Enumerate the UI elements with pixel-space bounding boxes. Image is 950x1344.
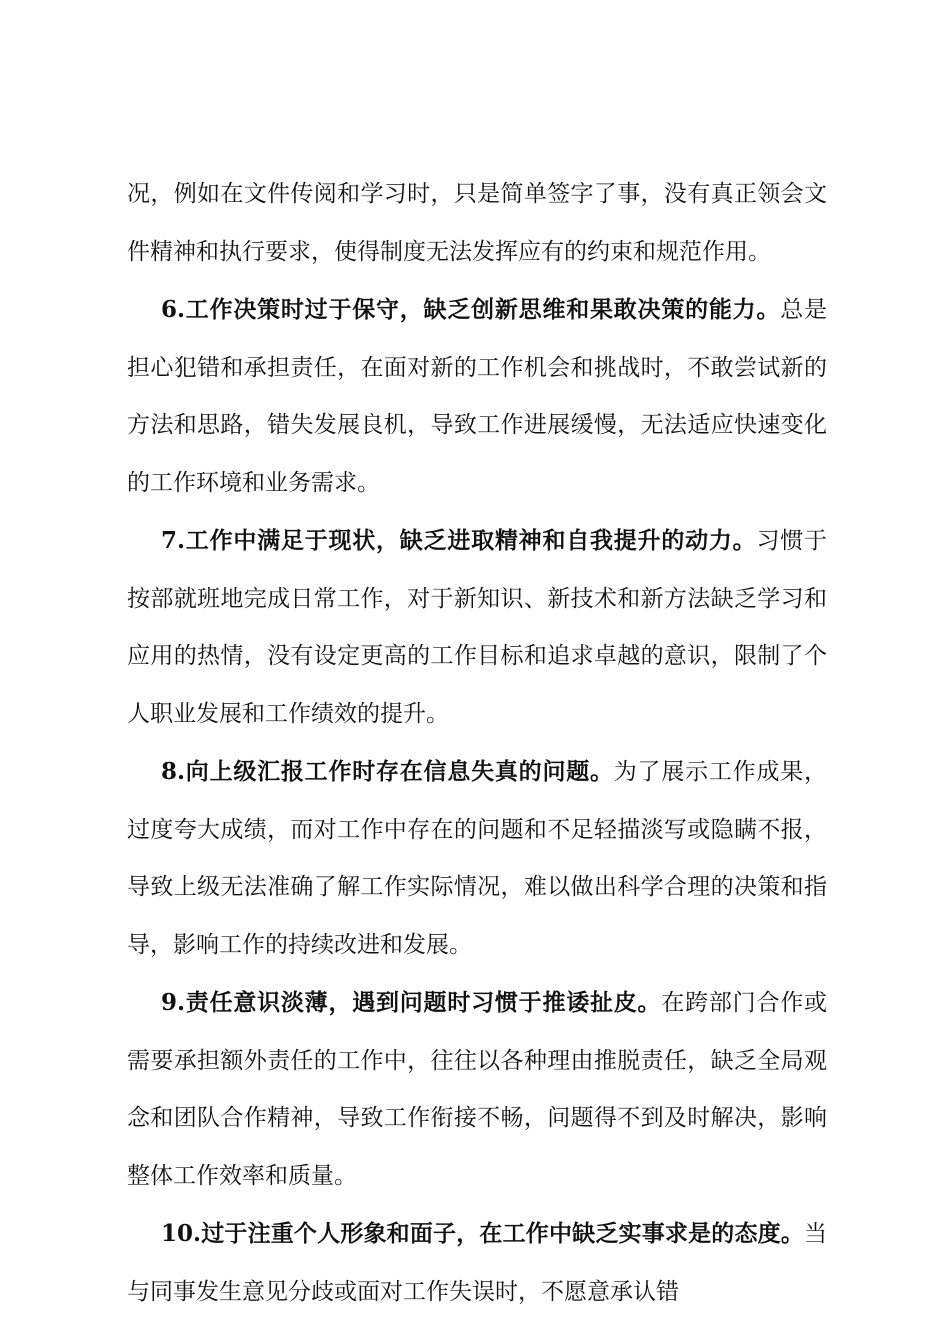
item-7-text: 习惯于按部就班地完成日常工作，对于新知识、新技术和新方法缺乏学习和应用的热情，没有设定更高的工作目标和追求卓越的意识，限制了个人职业发展和工作绩效的提升。 xyxy=(127,528,828,727)
continuation-text: 况，例如在文件传阅和学习时，只是简单签字了事，没有真正领会文件精神和执行要求，使得制度无法发挥应有的约束和规范作用。 xyxy=(127,181,827,265)
item-8-heading: 8.向上级汇报工作时存在信息失真的问题。 xyxy=(161,758,614,785)
item-6-text: 总是担心犯错和承担责任，在面对新的工作机会和挑战时，不敢尝试新的方法和思路，错失发展良机，导致工作进展缓慢，无法适应快速变化的工作环境和业务需求。 xyxy=(127,297,827,496)
item-9-paragraph xyxy=(127,974,827,1205)
item-9-heading: 9.责任意识淡薄，遇到问题时习惯于推诿扯皮。 xyxy=(161,989,662,1016)
continuation-paragraph xyxy=(127,166,827,281)
item-7-heading: 7.工作中满足于现状，缺乏进取精神和自我提升的动力。 xyxy=(161,527,757,554)
document-body xyxy=(127,166,827,1321)
item-6-heading: 6.工作决策时过于保守，缺乏创新思维和果敢决策的能力。 xyxy=(161,296,781,323)
item-9-text: 在跨部门合作或需要承担额外责任的工作中，往往以各种理由推脱责任，缺乏全局观念和团队合作精神，导致工作衔接不畅，问题得不到及时解决，影响整体工作效率和质量。 xyxy=(127,990,828,1189)
item-10-paragraph xyxy=(127,1205,827,1321)
item-8-paragraph xyxy=(127,743,827,974)
item-7-paragraph xyxy=(127,512,827,743)
item-10-heading: 10.过于注重个人形象和面子，在工作中缺乏实事求是的态度。 xyxy=(161,1220,804,1247)
item-8-text: 为了展示工作成果，过度夸大成绩，而对工作中存在的问题和不足轻描淡写或隐瞒不报，导致上级无法准确了解工作实际情况，难以做出科学合理的决策和指导，影响工作的持续改进和发展。 xyxy=(127,759,827,958)
item-10-text: 当与同事发生意见分歧或面对工作失误时，不愿意承认错 xyxy=(127,1221,827,1305)
item-6-paragraph xyxy=(127,281,827,512)
